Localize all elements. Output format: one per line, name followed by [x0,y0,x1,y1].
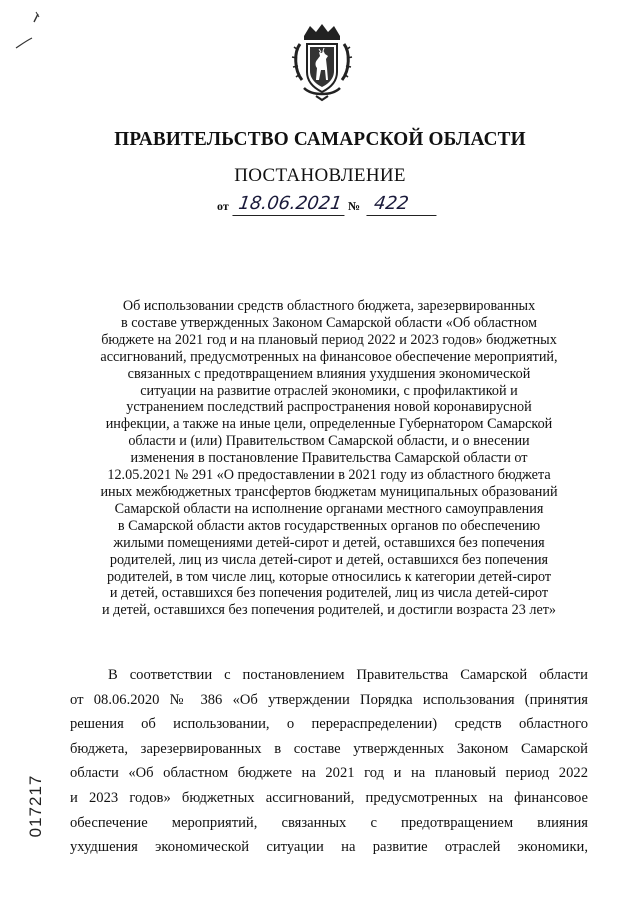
samara-coat-of-arms-icon [290,22,354,102]
heading-line: инфекции, а также на иные цели, определенные Губернатором Самарской [105,416,553,433]
date-prefix: от [217,199,229,213]
side-serial-text: 017217 [26,774,45,838]
heading-line: в Самарской области актов государственных органов по обеспечению [117,517,541,534]
heading-line: области и (или) Правительством Самарской области, и о внесении [128,433,530,450]
body-line: обеспечение мероприятий, связанных с предотвращением влияния [70,814,588,831]
heading-line: бюджете на 2021 год и на плановый период 2022 и 2023 годов» бюджетных [101,331,557,348]
heading-line: и детей, оставшихся без попечения родителей, и достигли возраста 23 лет» [101,602,557,619]
heading-line: в составе утвержденных Законом Самарской области «Об областном [120,314,538,331]
heading-line: родителей, в том числе лиц, которые относились к категории детей-сирот [106,568,552,585]
body-line: от 08.06.2020 № 386 «Об утверждении Порядка использования (принятия [70,691,588,708]
body-line: решения об использовании, о перераспределении) средств областного [70,716,588,733]
document-type: ПОСТАНОВЛЕНИЕ [234,165,406,186]
heading-line: ситуации на развитие отраслей экономики, с профилактикой и [140,382,518,399]
date-number-line [217,193,437,219]
organization-title: ПРАВИТЕЛЬСТВО САМАРСКОЙ ОБЛАСТИ [114,128,526,150]
heading-line: устранением последствий распространения новой коронавирусной [126,399,532,416]
heading-line: Самарской области на исполнение органами местного самоуправления [114,500,544,517]
document-date: 18.06.2021 [232,193,347,216]
body-paragraph [70,663,588,860]
body-line: ухудшения экономической ситуации на развитие отраслей экономики, [70,839,588,856]
heading-line: и детей, оставшихся без попечения родителей, лиц из числа детей-сирот [109,585,549,602]
heading-line: иных межбюджетных трансфертов бюджетам муниципальных образований [100,483,558,500]
heading-line: родителей, лиц из числа детей-сирот и детей, оставшихся без попечения [109,551,549,568]
side-serial-number [24,768,48,848]
heading-line: 12.05.2021 № 291 «О предоставлении в 2021 году из областного бюджета [107,467,551,484]
body-line: В соответствии с постановлением Правительства Самарской области [108,667,588,683]
heading-line: связанных с предотвращением влияния ухудшения экономической [127,365,531,382]
body-line: и 2023 годов» бюджетных ассигнований, предусмотренных на финансовое [70,789,588,806]
heading-line: ассигнований, предусмотренных на финансовое обеспечение мероприятий, [100,348,558,365]
heading-line: изменения в постановление Правительства Самарской области от [130,450,528,467]
margin-pen-mark-icon [12,8,46,52]
body-line: бюджета, зарезервированных в составе утвержденных Законом Самарской [70,740,588,757]
document-number: 422 [366,193,439,216]
document-heading [72,298,586,619]
number-prefix: № [348,199,361,213]
heading-line: жилыми помещениями детей-сирот и детей, оставшихся без попечения [113,534,545,551]
heading-line: Об использовании средств областного бюджета, зарезервированных [122,298,536,314]
body-line: области «Об областном бюджете на 2021 год и на плановый период 2022 [70,765,588,782]
